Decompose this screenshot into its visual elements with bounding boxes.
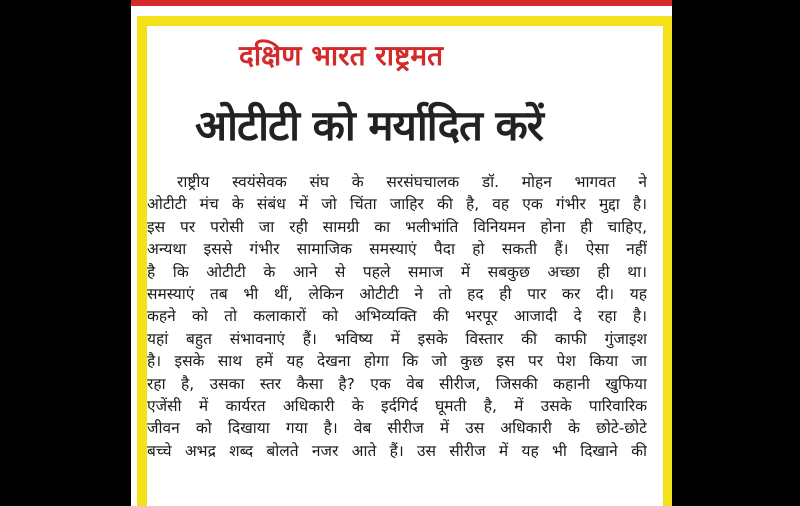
article-line: बच्चे अभद्र शब्द बोलते नजर आते हैं। उस सीरीज में यह भी दिखाने की [147, 441, 647, 460]
newspaper-clipping [131, 0, 672, 506]
article-line: रहा है, उसका स्तर कैसा है? एक वेब सीरीज, जिसकी कहानी खुफिया [147, 374, 647, 393]
article-line: समस्याएं तब भी थीं, लेकिन ओटीटी ने तो हद ही पार कर दी। यह [147, 284, 647, 303]
article-line: अन्यथा इससे गंभीर सामाजिक समस्याएं पैदा हो सकती हैं। ऐसा नहीं [147, 240, 647, 259]
article-line: ओटीटी मंच के संबंध में जो चिंता जाहिर की है, वह एक गंभीर मुद्दा है। [147, 195, 647, 214]
article-line: कहने को तो कलाकारों को अभिव्यक्ति की भरपूर आजादी दे रहा है। [147, 307, 647, 326]
article-line: राष्ट्रीय स्वयंसेवक संघ के सरसंघचालक डॉ. मोहन भागवत ने [177, 173, 647, 191]
edition-title: दक्षिण भारत राष्ट्रमत [239, 39, 444, 72]
article-line: जीवन को दिखाया गया है। वेब सीरीज में उस अधिकारी के छोटे-छोटे [147, 419, 647, 438]
article-body [147, 171, 647, 462]
editorial-box [147, 26, 647, 506]
article-line: है। इसके साथ हमें यह देखना होगा कि जो कुछ इस पर पेश किया जा [147, 352, 647, 371]
article-line: इस पर परोसी जा रही सामग्री का भलीभांति विनियमन होना ही चाहिए, [147, 217, 647, 236]
article-line: है कि ओटीटी के आने से पहले समाज में सबकुछ अच्छा ही था। [147, 262, 647, 281]
headline: ओटीटी को मर्यादित करें [195, 101, 543, 150]
article-line: यहां बहुत संभावनाएं हैं। भविष्य में इसके विस्तार की काफी गुंजाइश [147, 329, 647, 348]
top-spacer [131, 6, 672, 14]
article-line: एजेंसी में कार्यरत अधिकारी के इर्दगिर्द घूमती है, में उसके पारिवारिक [147, 396, 647, 415]
